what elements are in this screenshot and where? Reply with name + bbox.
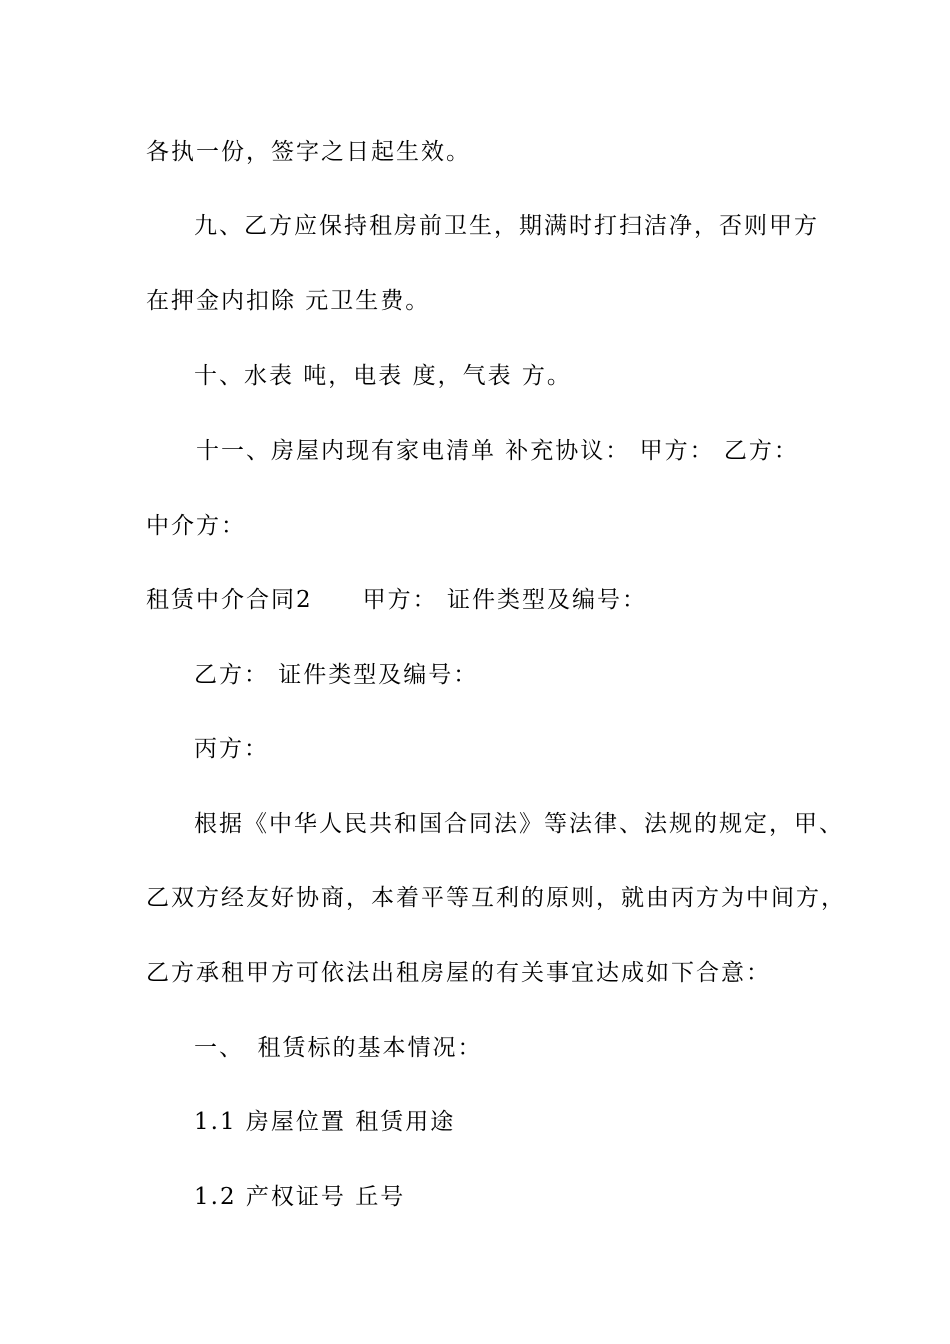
text-line-item-1-1: 1.1 房屋位置 租赁用途	[194, 1109, 456, 1135]
text-line-preamble-3: 乙方承租甲方可依法出租房屋的有关事宜达成如下合意：	[146, 960, 771, 986]
text-line-party-b: 乙方： 证件类型及编号：	[194, 662, 479, 688]
text-line-clause-9-cont: 在押金内扣除 元卫生费。	[146, 288, 431, 314]
text-line-preamble-2: 乙双方经友好协商，本着平等互利的原则，就由丙方为中间方，	[146, 885, 846, 911]
text-line-effective-clause: 各执一份，签字之日起生效。	[146, 139, 471, 165]
text-line-clause-11: 十一、房屋内现有家电清单 补充协议： 甲方： 乙方：	[196, 438, 799, 464]
text-line-section-1-heading: 一、 租赁标的基本情况：	[194, 1035, 483, 1061]
text-line-party-c: 丙方：	[194, 736, 269, 762]
text-line-clause-9: 九、乙方应保持租房前卫生，期满时打扫洁净，否则甲方	[194, 213, 819, 239]
text-line-agent-party: 中介方：	[146, 513, 246, 539]
text-line-preamble-1: 根据《中华人民共和国合同法》等法律、法规的规定，甲、	[194, 811, 844, 837]
text-line-item-1-2: 1.2 产权证号 丘号	[194, 1184, 406, 1210]
text-line-clause-10: 十、水表 吨，电表 度，气表 方。	[194, 363, 572, 389]
text-line-contract-2-title: 租赁中介合同2 甲方： 证件类型及编号：	[146, 587, 647, 613]
